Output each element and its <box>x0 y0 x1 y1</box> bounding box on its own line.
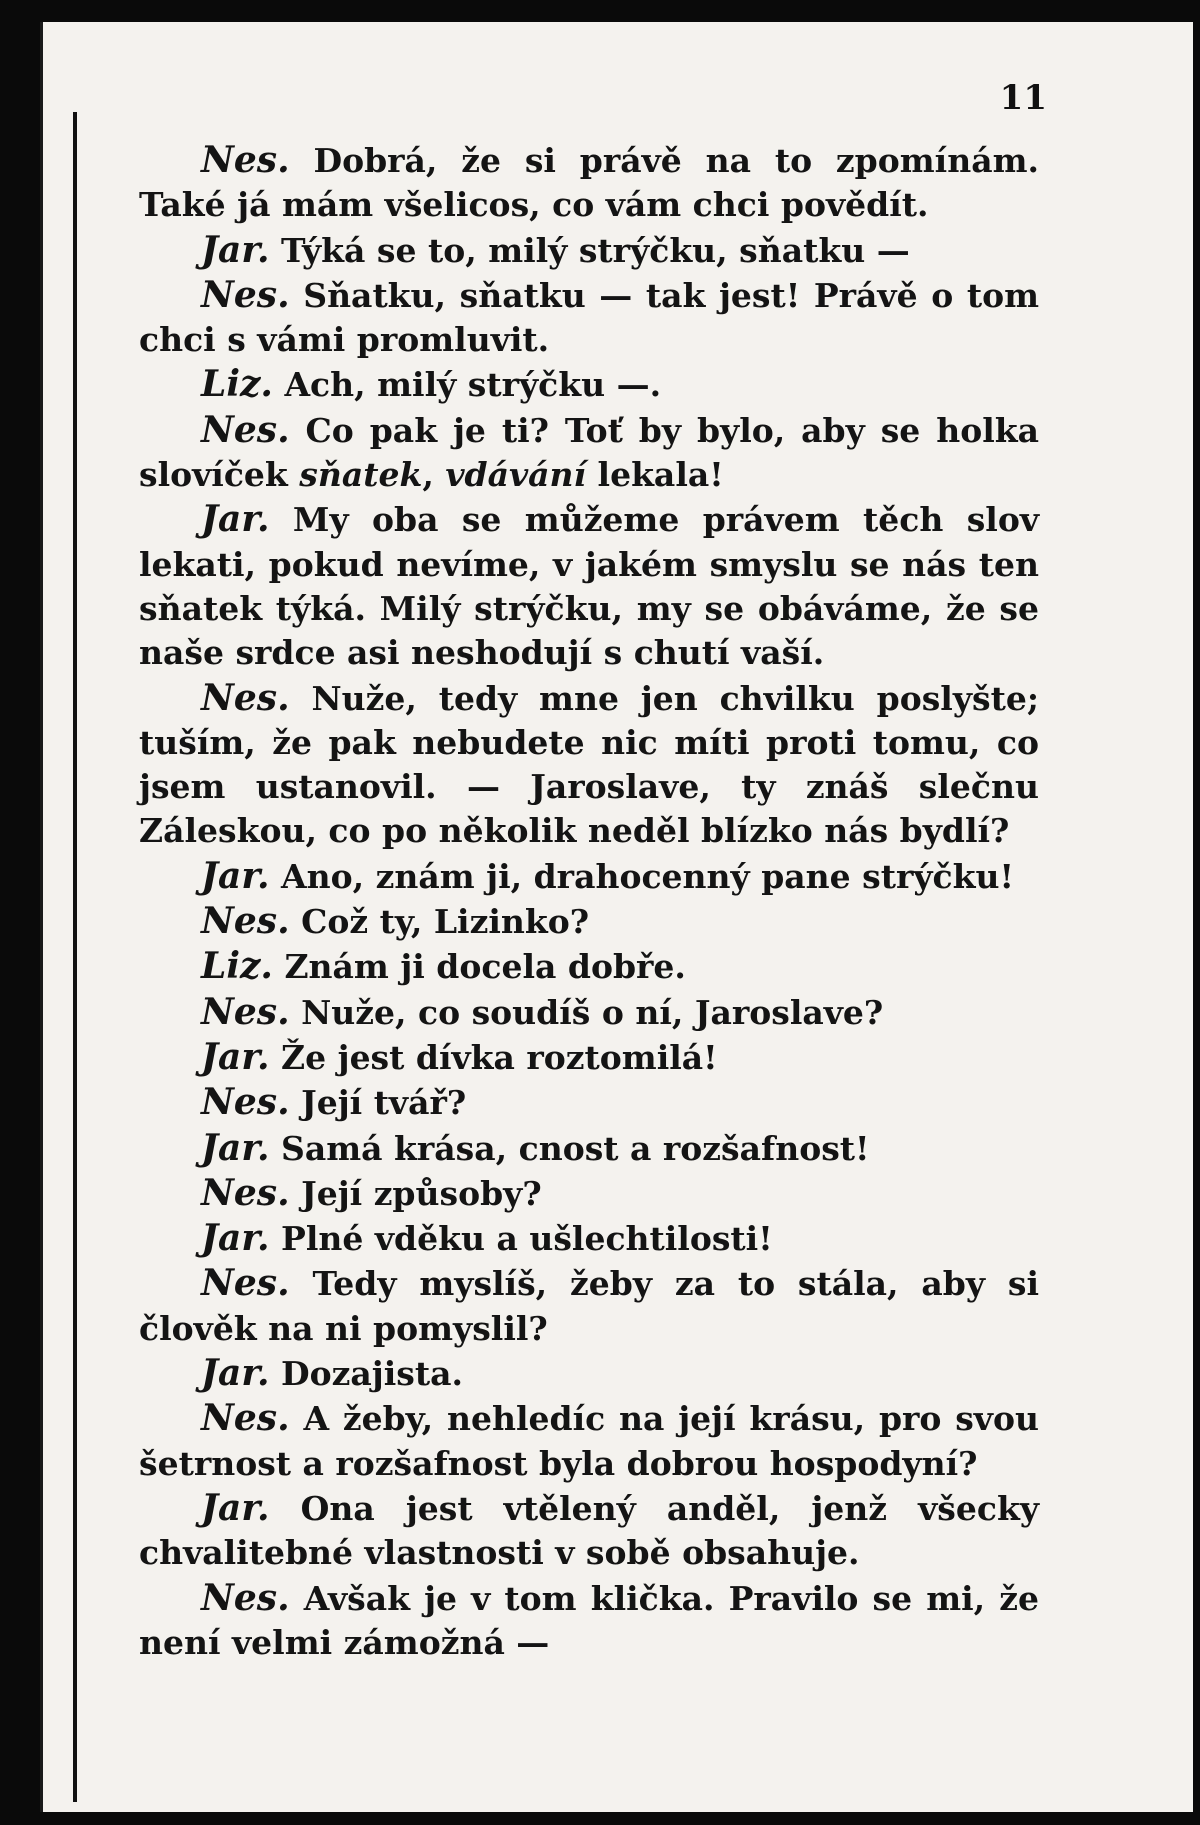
dialogue-line: Ona jest vtělený anděl, jenž všecky chvalitebné vlastnosti v sobě obsahuje. <box>139 1488 1039 1573</box>
dialogue-line: Týká se to, milý strýčku, sňatku — <box>269 230 910 270</box>
dialogue-paragraph <box>139 1351 1039 1396</box>
speaker-name: Liz. <box>201 363 273 406</box>
dialogue-paragraph <box>139 138 1039 228</box>
dialogue-line: My oba se můžeme právem těch slov lekati, pokud nevíme, v jakém smyslu se nás ten sňatek týká. Milý strýčku, my se obáváme, že se naše srdce asi neshodují s chutí vaší. <box>139 500 1039 673</box>
dialogue-paragraph <box>139 899 1039 944</box>
speaker-name: Jar. <box>201 1126 270 1169</box>
dialogue-line: Ach, milý strýčku —. <box>272 365 662 405</box>
speaker-name: Jar. <box>201 228 270 271</box>
dialogue-line: Její způsoby? <box>289 1173 542 1213</box>
dialogue-line: Její tvář? <box>289 1083 467 1123</box>
dialogue-line: Nuže, tedy mne jen chvilku poslyšte; tuším, že pak nebudete nic míti proti tomu, co jsem ustanovil. — Jaroslave, ty znáš slečnu Záleskou, co po několik neděl blízko nás bydlí? <box>139 678 1039 851</box>
dialogue-paragraph <box>139 854 1039 899</box>
speaker-name: Liz. <box>201 945 273 988</box>
dialogue-paragraph <box>139 497 1039 675</box>
speaker-name: Jar. <box>201 1035 270 1078</box>
dialogue-paragraph <box>139 273 1039 363</box>
speaker-name: Nes. <box>201 408 290 451</box>
dialogue-line: , <box>422 455 446 495</box>
dialogue-line: Samá krása, cnost a rozšafnost! <box>269 1128 870 1168</box>
dialogue-paragraph <box>139 1171 1039 1216</box>
dialogue-line: Sňatku, sňatku — tak jest! Právě o tom chci s vámi promluvit. <box>139 275 1039 360</box>
dialogue-line: Avšak je v tom klička. Pravilo se mi, že není velmi zámožná — <box>139 1578 1039 1662</box>
speaker-name: Nes. <box>201 676 290 719</box>
dialogue-line: Co pak je ti? Toť by bylo, aby se holka slovíček <box>139 410 1039 495</box>
speaker-name: Jar. <box>201 498 270 541</box>
dialogue-line: Znám ji docela dobře. <box>272 947 686 987</box>
dialogue-paragraph <box>139 1396 1039 1486</box>
dialogue-paragraph <box>139 1035 1039 1080</box>
dialogue-paragraph <box>139 944 1039 989</box>
speaker-name: Nes. <box>201 900 290 943</box>
dialogue-line: Ano, znám ji, drahocenný pane strýčku! <box>269 856 1014 896</box>
speaker-name: Nes. <box>201 1171 290 1214</box>
speaker-name: Jar. <box>201 1352 270 1395</box>
page-number: 11 <box>999 78 1047 118</box>
dialogue-line: A žeby, nehledíc na její krásu, pro svou šetrnost a rozšafnost byla dobrou hospodyní? <box>139 1399 1039 1483</box>
speaker-name: Nes. <box>201 1576 290 1619</box>
binding-edge <box>73 112 77 1802</box>
dialogue-paragraph <box>139 362 1039 407</box>
speaker-name: Nes. <box>201 990 290 1033</box>
speaker-name: Jar. <box>201 1486 270 1529</box>
emphasized-word: sňatek <box>299 455 423 495</box>
dialogue-line: Dobrá, že si právě na to zpomínám. Také já mám všelicos, co vám chci povědít. <box>139 141 1039 225</box>
dialogue-text <box>139 138 1039 1665</box>
dialogue-line: Což ty, Lizinko? <box>289 902 590 942</box>
dialogue-paragraph <box>139 676 1039 854</box>
speaker-name: Jar. <box>201 1217 270 1260</box>
book-page <box>40 22 1193 1812</box>
speaker-name: Nes. <box>201 1397 290 1440</box>
dialogue-paragraph <box>139 990 1039 1035</box>
dialogue-line: Tedy myslíš, žeby za to stála, aby si člověk na ni pomyslil? <box>139 1264 1039 1348</box>
dialogue-line: Dozajista. <box>269 1354 463 1394</box>
dialogue-paragraph <box>139 1126 1039 1171</box>
speaker-name: Nes. <box>201 1081 290 1124</box>
speaker-name: Jar. <box>201 854 270 897</box>
emphasized-word: vdávání <box>445 455 587 495</box>
speaker-name: Nes. <box>201 1262 290 1305</box>
dialogue-paragraph <box>139 1261 1039 1351</box>
dialogue-line: Nuže, co soudíš o ní, Jaroslave? <box>289 992 884 1032</box>
dialogue-paragraph <box>139 1486 1039 1576</box>
dialogue-paragraph <box>139 1216 1039 1261</box>
speaker-name: Nes. <box>201 273 290 316</box>
dialogue-line: Že jest dívka roztomilá! <box>269 1037 718 1077</box>
dialogue-paragraph <box>139 228 1039 273</box>
dialogue-paragraph <box>139 408 1039 498</box>
dialogue-line: Plné vděku a ušlechtilosti! <box>269 1219 773 1259</box>
speaker-name: Nes. <box>201 139 290 181</box>
dialogue-paragraph <box>139 1080 1039 1125</box>
dialogue-line: lekala! <box>586 455 724 495</box>
dialogue-paragraph <box>139 1576 1039 1666</box>
